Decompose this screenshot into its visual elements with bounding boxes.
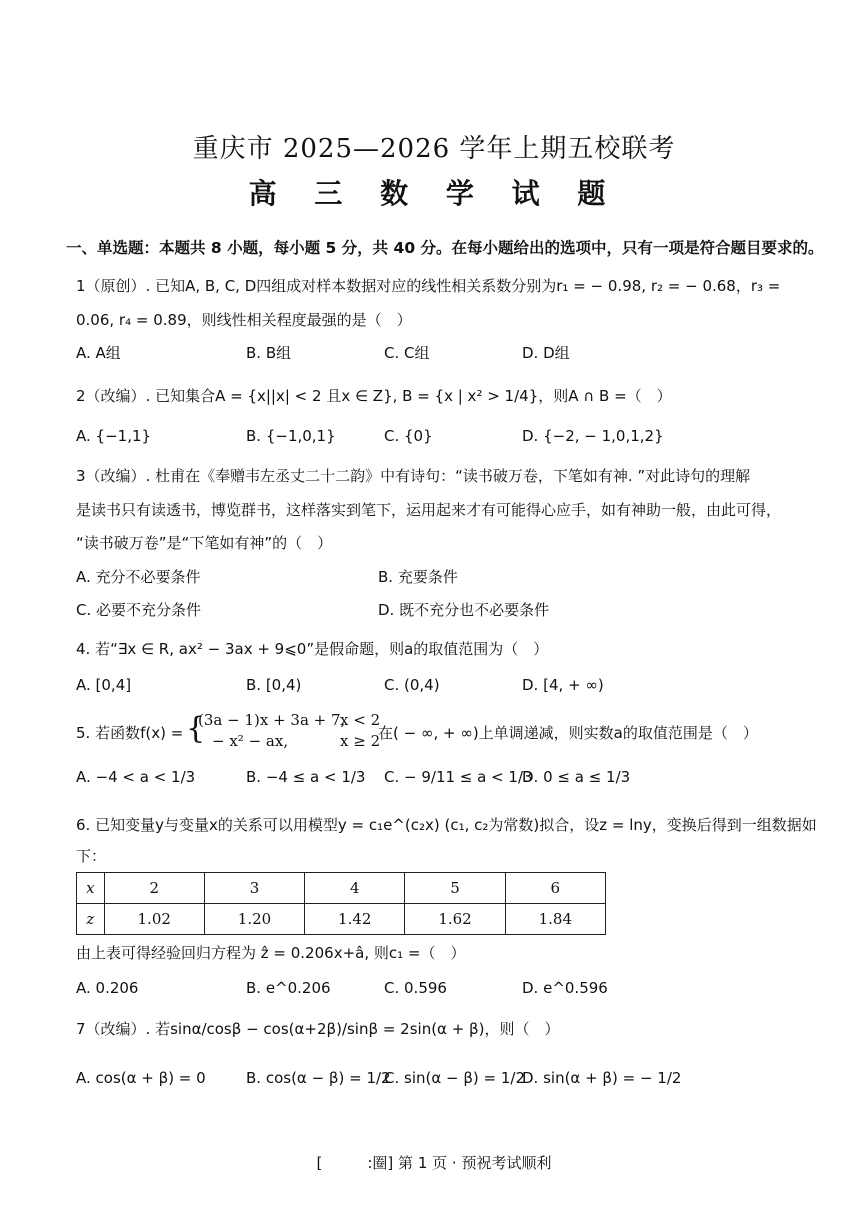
table-cell: 1.02 [104,904,204,935]
q1-option-d: D. D组 [522,344,570,362]
table-cell: 1.62 [405,904,505,935]
q4-option-d: D. [4, + ∞) [522,676,604,694]
q6-option-d: D. e^0.596 [522,979,608,997]
q2-option-d: D. {−2, − 1,0,1,2} [522,427,664,445]
q3-stem-line1: 3（改编）. 杜甫在《奉赠韦左丞丈二十二韵》中有诗句：“读书破万卷，下笔如有神. ”对此诗句的理解 [76,467,751,485]
q2-option-a: A. {−1,1} [76,427,152,445]
q7-option-b: B. cos(α − β) = 1/2 [246,1069,391,1087]
q2-stem: 2（改编）. 已知集合A = {x||x| < 2 且x ∈ Z}, B = {x | x² > 1/4}，则A ∩ B =（ ） [76,387,672,405]
q7-option-a: A. cos(α + β) = 0 [76,1069,206,1087]
q5-case2-cond: x ≥ 2 [340,732,381,750]
page-footer: [ :圈] 第 1 页 · 预祝考试顺利 [316,1154,552,1172]
q6-stem-line2: 下： [76,847,107,865]
q6-option-c: C. 0.596 [384,979,447,997]
q7-stem: 7（改编）. 若sinα/cosβ − cos(α+2β)/sinβ = 2sin(α + β)，则（ ） [76,1020,560,1038]
table-row [77,873,606,904]
q5-case1-cond: x < 2 [340,711,381,729]
q1-option-c: C. C组 [384,344,430,362]
q3-option-d: D. 既不充分也不必要条件 [378,601,550,619]
q6-stem-line1: 6. 已知变量y与变量x的关系可以用模型y = c₁e^(c₂x) (c₁, c₂为常数)拟合，设z = lny，变换后得到一组数据如 [76,816,817,834]
q5-suffix: 在( − ∞, + ∞)上单调递减，则实数a的取值范围是（ ） [378,724,758,742]
table-cell: 2 [104,873,204,904]
table-cell: 1.84 [505,904,605,935]
q5-option-c: C. − 9/11 ≤ a < 1/3 [384,768,533,786]
table-cell: x [77,873,105,904]
q4-option-c: C. (0,4) [384,676,440,694]
section-heading: 一、单选题：本题共 8 小题，每小题 5 分，共 40 分。在每小题给出的选项中，只有一项是符合题目要求的。 [66,239,824,257]
q6-option-a: A. 0.206 [76,979,139,997]
q6-stem-line3: 由上表可得经验回归方程为 ẑ = 0.206x+â, 则c₁ =（ ） [76,944,466,962]
q2-option-c: C. {0} [384,427,433,445]
q3-option-c: C. 必要不充分条件 [76,601,202,619]
q4-option-b: B. [0,4) [246,676,302,694]
q5-case2-expr: − x² − ax, [212,732,289,750]
q1-option-b: B. B组 [246,344,292,362]
table-cell: 6 [505,873,605,904]
table-cell: z [77,904,105,935]
q7-option-d: D. sin(α + β) = − 1/2 [522,1069,682,1087]
table-cell: 4 [305,873,405,904]
exam-subtitle: 高 三 数 学 试 题 [248,177,620,210]
q1-stem-line1: 1（原创）. 已知A, B, C, D四组成对样本数据对应的线性相关系数分别为r₁ = − 0.98, r₂ = − 0.68，r₃ = [76,277,781,295]
q6-option-b: B. e^0.206 [246,979,331,997]
exam-title: 重庆市 2025—2026 学年上期五校联考 [192,134,676,164]
q2-option-b: B. {−1,0,1} [246,427,336,445]
q3-option-b: B. 充要条件 [378,568,458,586]
q3-option-a: A. 充分不必要条件 [76,568,201,586]
table-cell: 1.42 [305,904,405,935]
table-cell: 3 [204,873,304,904]
q5-option-d: D. 0 ≤ a ≤ 1/3 [522,768,631,786]
q3-stem-line2: 是读书只有读透书，博览群书，这样落实到笔下，运用起来才有可能得心应手，如有神助一般，由此可得， [76,501,782,519]
table-cell: 5 [405,873,505,904]
q4-option-a: A. [0,4] [76,676,132,694]
q5-option-b: B. −4 ≤ a < 1/3 [246,768,366,786]
q5-option-a: A. −4 < a < 1/3 [76,768,196,786]
q1-option-a: A. A组 [76,344,121,362]
q4-stem: 4. 若“∃x ∈ R, ax² − 3ax + 9⩽0”是假命题，则a的取值范围为（ ） [76,640,549,658]
q5-prefix: 5. 若函数f(x) = [76,724,184,742]
data-table [76,872,606,935]
q5-case1-expr: (3a − 1)x + 3a + 7, [198,711,346,729]
q1-stem-line2: 0.06, r₄ = 0.89，则线性相关程度最强的是（ ） [76,311,412,329]
table-cell: 1.20 [204,904,304,935]
table-row [77,904,606,935]
q3-stem-line3: “读书破万卷”是“下笔如有神”的（ ） [76,534,333,552]
q5-brace: { [186,711,206,746]
q7-option-c: C. sin(α − β) = 1/2 [384,1069,526,1087]
